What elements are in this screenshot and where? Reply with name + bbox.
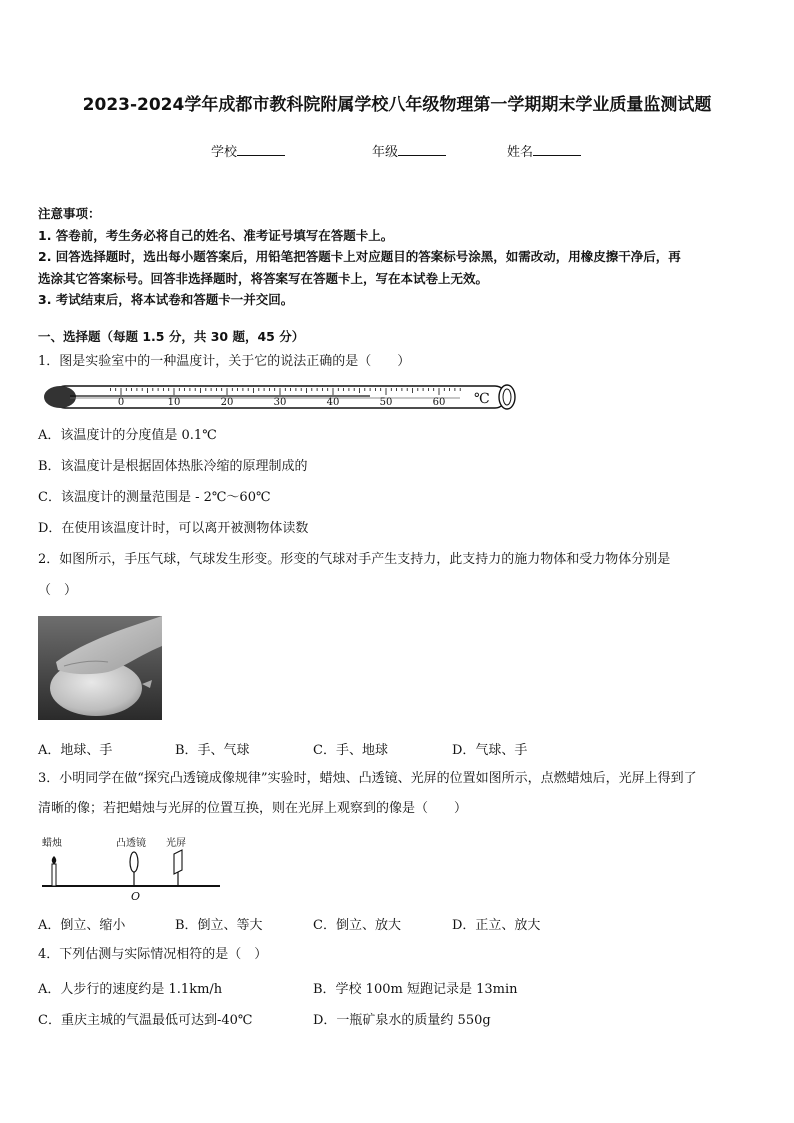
q3-option-d[interactable]: D．正立、放大	[452, 918, 541, 933]
hand-pressing-balloon-photo	[38, 616, 162, 720]
q3-option-a[interactable]: A．倒立、缩小	[38, 918, 126, 933]
thermometer-figure	[40, 380, 520, 416]
lens-label: 凸透镜	[116, 838, 146, 849]
question-3-stem-1: 3．小明同学在做“探究凸透镜成像规律”实验时，蜡烛、凸透镜、光屏的位置如图所示，点燃蜡烛后，光屏上得到了	[38, 771, 697, 786]
q3-option-c[interactable]: C．倒立、放大	[313, 918, 401, 933]
optical-bench-figure	[38, 832, 228, 904]
instruction-2: 2. 回答选择题时，选出每小题答案后，用铅笔把答题卡上对应题目的答案标号涂黑，如需改动，用橡皮擦干净后，再	[38, 249, 681, 264]
question-3-stem-2: 清晰的像；若把蜡烛与光屏的位置互换，则在光屏上观察到的像是（ ）	[38, 801, 468, 816]
exam-title: 2023-2024学年成都市教科院附属学校八年级物理第一学期期末学业质量监测试题	[82, 95, 712, 115]
q1-option-c[interactable]: C．该温度计的测量范围是 - 2℃～60℃	[38, 490, 271, 505]
q1-option-b[interactable]: B．该温度计是根据固体热胀冷缩的原理制成的	[38, 459, 308, 474]
q4-option-c[interactable]: C．重庆主城的气温最低可达到-40℃	[38, 1013, 253, 1028]
thermometer-scale-label: 10	[167, 397, 181, 408]
thermometer-scale-label: 20	[220, 397, 234, 408]
instructions	[38, 203, 758, 311]
light-screen	[174, 850, 182, 874]
q2-option-d[interactable]: D．气球、手	[452, 743, 528, 758]
section-heading: 一、选择题（每题 1.5 分，共 30 题，45 分）	[38, 329, 305, 344]
thermometer-scale-label: 50	[379, 397, 393, 408]
convex-lens	[130, 852, 138, 872]
school-field[interactable]: 学校	[211, 141, 285, 160]
thermometer-bulb	[44, 386, 76, 408]
q4-option-d[interactable]: D．一瓶矿泉水的质量约 550g	[313, 1013, 491, 1028]
instruction-2-cont: 选涂其它答案标号。回答非选择题时，将答案写在答题卡上，写在本试卷上无效。	[38, 270, 489, 286]
question-1-stem: 1．图是实验室中的一种温度计，关于它的说法正确的是（ ）	[38, 354, 411, 369]
q2-option-c[interactable]: C．手、地球	[313, 743, 388, 758]
q1-option-d[interactable]: D．在使用该温度计时，可以离开被测物体读数	[38, 521, 309, 536]
screen-label: 光屏	[166, 838, 186, 849]
candle-flame	[52, 856, 57, 864]
q4-option-b[interactable]: B．学校 100m 短跑记录是 13min	[313, 982, 518, 997]
q3-option-b[interactable]: B．倒立、等大	[175, 918, 263, 933]
q1-option-a[interactable]: A．该温度计的分度值是 0.1℃	[38, 428, 217, 443]
q4-option-a[interactable]: A．人步行的速度约是 1.1km/h	[38, 982, 223, 997]
instructions-heading: 注意事项：	[38, 206, 101, 221]
question-2-paren: （ ）	[38, 583, 78, 598]
thermometer-unit: ℃	[474, 391, 490, 407]
q2-option-a[interactable]: A．地球、手	[38, 743, 113, 758]
question-4-stem: 4．下列估测与实际情况相符的是（ ）	[38, 947, 268, 962]
question-2-stem: 2．如图所示，手压气球，气球发生形变。形变的气球对手产生支持力，此支持力的施力物体和受力物体分别是	[38, 552, 671, 567]
instruction-1: 1. 答卷前，考生务必将自己的姓名、准考证号填写在答题卡上。	[38, 227, 394, 243]
origin-label: O	[131, 890, 141, 903]
thermometer-scale-label: 0	[117, 397, 125, 408]
candle	[52, 864, 56, 886]
thermometer-scale-label: 30	[273, 397, 287, 408]
thermometer-scale-label: 40	[326, 397, 340, 408]
q2-option-b[interactable]: B．手、气球	[175, 743, 250, 758]
grade-field[interactable]: 年级	[372, 141, 446, 160]
thermometer-scale-label: 60	[432, 397, 446, 408]
name-field[interactable]: 姓名	[507, 141, 581, 160]
instruction-3: 3. 考试结束后，将本试卷和答题卡一并交回。	[38, 292, 294, 307]
candle-label: 蜡烛	[42, 838, 62, 849]
